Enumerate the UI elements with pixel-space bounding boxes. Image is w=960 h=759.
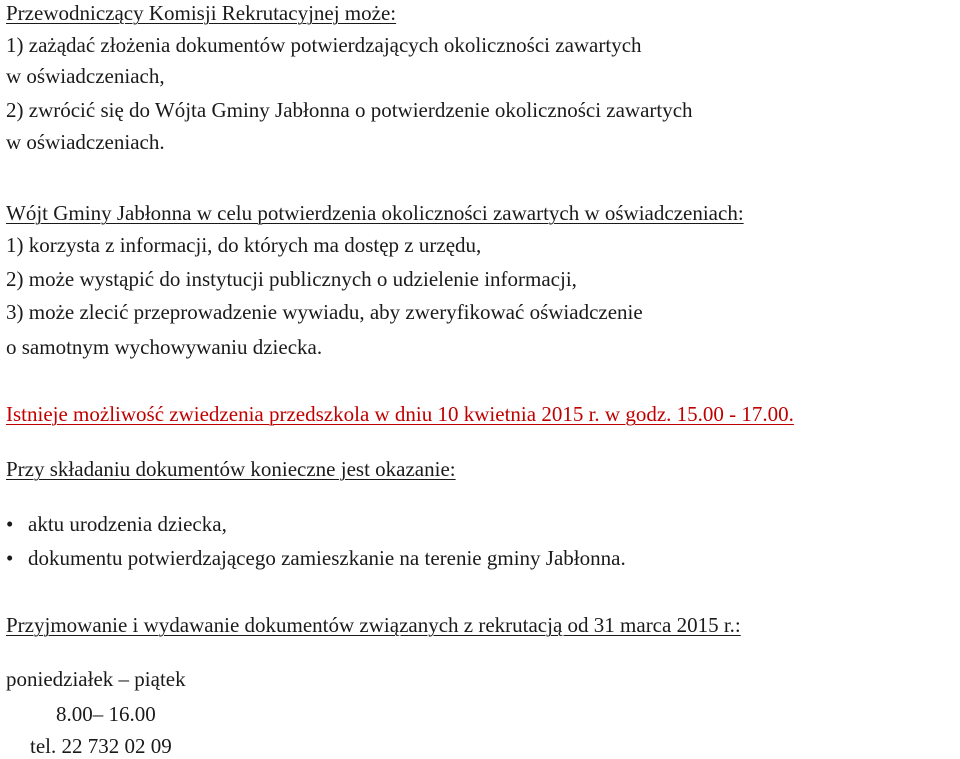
section2-line: 1) korzysta z informacji, do których ma dostęp z urzędu, <box>6 233 482 257</box>
bullet-icon: • <box>6 546 14 570</box>
section1-line: 2) zwrócić się do Wójta Gminy Jabłonna o potwierdzenie okoliczności zawartych <box>6 98 693 122</box>
reception-heading: Przyjmowanie i wydawanie dokumentów związanych z rekrutacją od 31 marca 2015 r.: <box>6 613 741 637</box>
section2-line: 2) może wystąpić do instytucji publicznych o udzielenie informacji, <box>6 267 577 291</box>
list-item-text: dokumentu potwierdzającego zamieszkanie na terenie gminy Jabłonna. <box>28 546 626 570</box>
section2-heading: Wójt Gminy Jabłonna w celu potwierdzenia okoliczności zawartych w oświadczeniach: <box>6 201 744 225</box>
reception-days: poniedziałek – piątek <box>6 667 186 691</box>
list-item <box>6 545 626 571</box>
list-item <box>6 511 227 537</box>
section1-line: w oświadczeniach, <box>6 64 165 88</box>
documents-heading: Przy składaniu dokumentów konieczne jest okazanie: <box>6 457 456 481</box>
section1-heading: Przewodniczący Komisji Rekrutacyjnej może: <box>6 1 397 25</box>
bullet-icon: • <box>6 512 14 536</box>
section2-line: 3) może zlecić przeprowadzenie wywiadu, aby zweryfikować oświadczenie <box>6 300 643 324</box>
list-item-text: aktu urodzenia dziecka, <box>28 512 227 536</box>
section1-line: w oświadczeniach. <box>6 130 165 154</box>
reception-phone: tel. 22 732 02 09 <box>30 734 172 758</box>
reception-hours: 8.00– 16.00 <box>56 702 156 726</box>
section2-line: o samotnym wychowywaniu dziecka. <box>6 335 323 359</box>
visit-notice: Istnieje możliwość zwiedzenia przedszkola w dniu 10 kwietnia 2015 r. w godz. 15.00 - 17.00. <box>6 402 794 426</box>
section1-line: 1) zażądać złożenia dokumentów potwierdzających okoliczności zawartych <box>6 33 642 57</box>
